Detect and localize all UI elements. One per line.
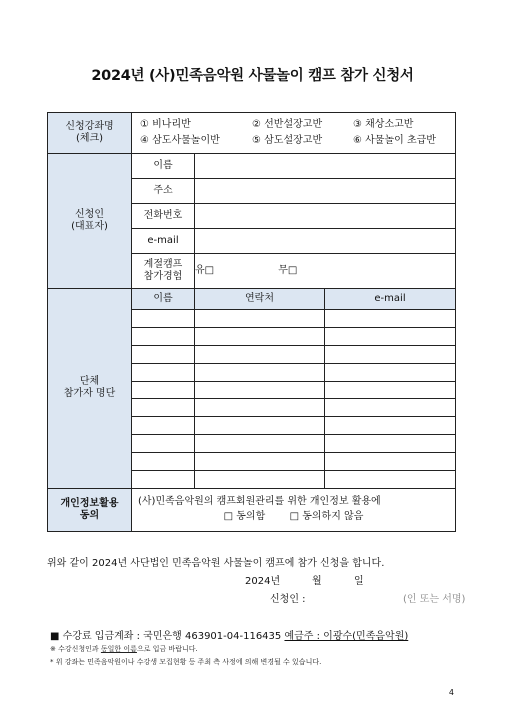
group-name-cell[interactable] [132,399,195,417]
group-contact-cell[interactable] [195,471,325,489]
group-contact-cell[interactable] [195,453,325,471]
note-2: * 위 강좌는 민족음악원이나 수강생 모집현황 등 주최 측 사정에 의해 변경될 수 있습니다. [50,658,322,666]
experience-no-checkbox[interactable]: 무□ [278,265,298,276]
applicant-label-cell [48,154,132,289]
group-email-cell[interactable] [325,471,456,489]
course-label-sub: (체크) [75,133,104,144]
experience-label: 계절캠프 [143,259,183,270]
experience-label-cell [132,254,195,289]
applicant-label-sub: (대표자) [71,221,108,232]
group-contact-cell[interactable] [195,417,325,435]
group-name-cell[interactable] [132,363,195,381]
consent-label-cell [48,488,132,531]
course-option-5[interactable]: ⑤ 삼도설장고반 [252,135,323,146]
group-email-cell[interactable] [325,363,456,381]
phone-input-cell[interactable] [195,204,456,229]
group-col-contact: 연락처 [195,289,325,310]
group-name-cell[interactable] [132,310,195,328]
group-name-cell[interactable] [132,435,195,453]
group-contact-cell[interactable] [195,310,325,328]
declaration-text: 위와 같이 2024년 사단법인 민족음악원 사물놀이 캠프에 참가 신청을 합니다. [47,558,385,569]
experience-label-sub: 참가경험 [143,271,183,282]
course-option-2[interactable]: ② 선반설장고반 [252,119,323,130]
consent-cell [132,488,456,531]
email-label: e-mail [132,229,195,254]
group-name-cell[interactable] [132,327,195,345]
signature-hint: (인 또는 서명) [403,594,466,605]
bullet-square-icon: ■ [50,631,60,642]
group-contact-cell[interactable] [195,345,325,363]
payment-holder: 예금주 : 이광수(민족음악원) [284,631,409,642]
course-label: 신청강좌명 [65,121,114,132]
experience-yes-checkbox[interactable]: 유□ [195,265,215,276]
note-1 [50,644,198,654]
group-email-cell[interactable] [325,310,456,328]
email-input-cell[interactable] [195,229,456,254]
group-contact-cell[interactable] [195,381,325,399]
date-year: 2024년 [245,576,281,587]
group-name-cell[interactable] [132,471,195,489]
group-email-cell[interactable] [325,453,456,471]
consent-label: 개인정보활용 [60,497,119,509]
group-contact-cell[interactable] [195,435,325,453]
consent-text: (사)민족음악원의 캠프회원관리를 위한 개인정보 활용에 [138,495,381,507]
group-label-cell [48,289,132,489]
group-name-cell[interactable] [132,417,195,435]
group-contact-cell[interactable] [195,363,325,381]
group-email-cell[interactable] [325,435,456,453]
group-email-cell[interactable] [325,417,456,435]
date-day: 일 [354,576,364,587]
group-name-cell[interactable] [132,381,195,399]
experience-options-cell [195,254,456,289]
group-contact-cell[interactable] [195,399,325,417]
address-input-cell[interactable] [195,179,456,204]
group-label: 단체 [79,376,100,388]
applicant-label: 신청인 [75,209,104,220]
group-col-email: e-mail [325,289,456,310]
group-label-sub: 참가자 명단 [63,388,116,400]
group-email-cell[interactable] [325,345,456,363]
payment-account: 수강료 입금계좌 : 국민은행 463901-04-116435 [62,631,282,642]
group-col-name: 이름 [132,289,195,310]
application-form-table [47,112,456,532]
note-1-suffix: 으로 입금 바랍니다. [136,645,198,653]
name-label: 이름 [132,154,195,179]
group-email-cell[interactable] [325,327,456,345]
course-options-cell [132,113,456,154]
consent-agree-checkbox[interactable]: □ 동의함 [223,510,266,522]
note-1-prefix: ※ 수강신청인과 [50,645,99,653]
group-name-cell[interactable] [132,453,195,471]
group-email-cell[interactable] [325,399,456,417]
course-label-cell [48,113,132,154]
signer-label: 신청인 : [270,594,306,605]
group-email-cell[interactable] [325,381,456,399]
date-month: 월 [312,576,322,587]
note-1-emphasis: 동일한 이름 [100,645,137,653]
group-name-cell[interactable] [132,345,195,363]
course-option-6[interactable]: ⑥ 사물놀이 초급반 [353,135,436,146]
consent-disagree-checkbox[interactable]: □ 동의하지 않음 [289,510,364,522]
page-number: 4 [448,688,454,697]
document-title: 2024년 (사)민족음악원 사물놀이 캠프 참가 신청서 [91,68,414,84]
course-option-3[interactable]: ③ 채상소고반 [353,119,414,130]
name-input-cell[interactable] [195,154,456,179]
consent-label-sub: 동의 [79,509,100,521]
course-option-1[interactable]: ① 비나리반 [140,119,191,130]
address-label: 주소 [132,179,195,204]
group-contact-cell[interactable] [195,327,325,345]
course-option-4[interactable]: ④ 삼도사물놀이반 [140,135,220,146]
payment-info [50,627,408,642]
phone-label: 전화번호 [132,204,195,229]
